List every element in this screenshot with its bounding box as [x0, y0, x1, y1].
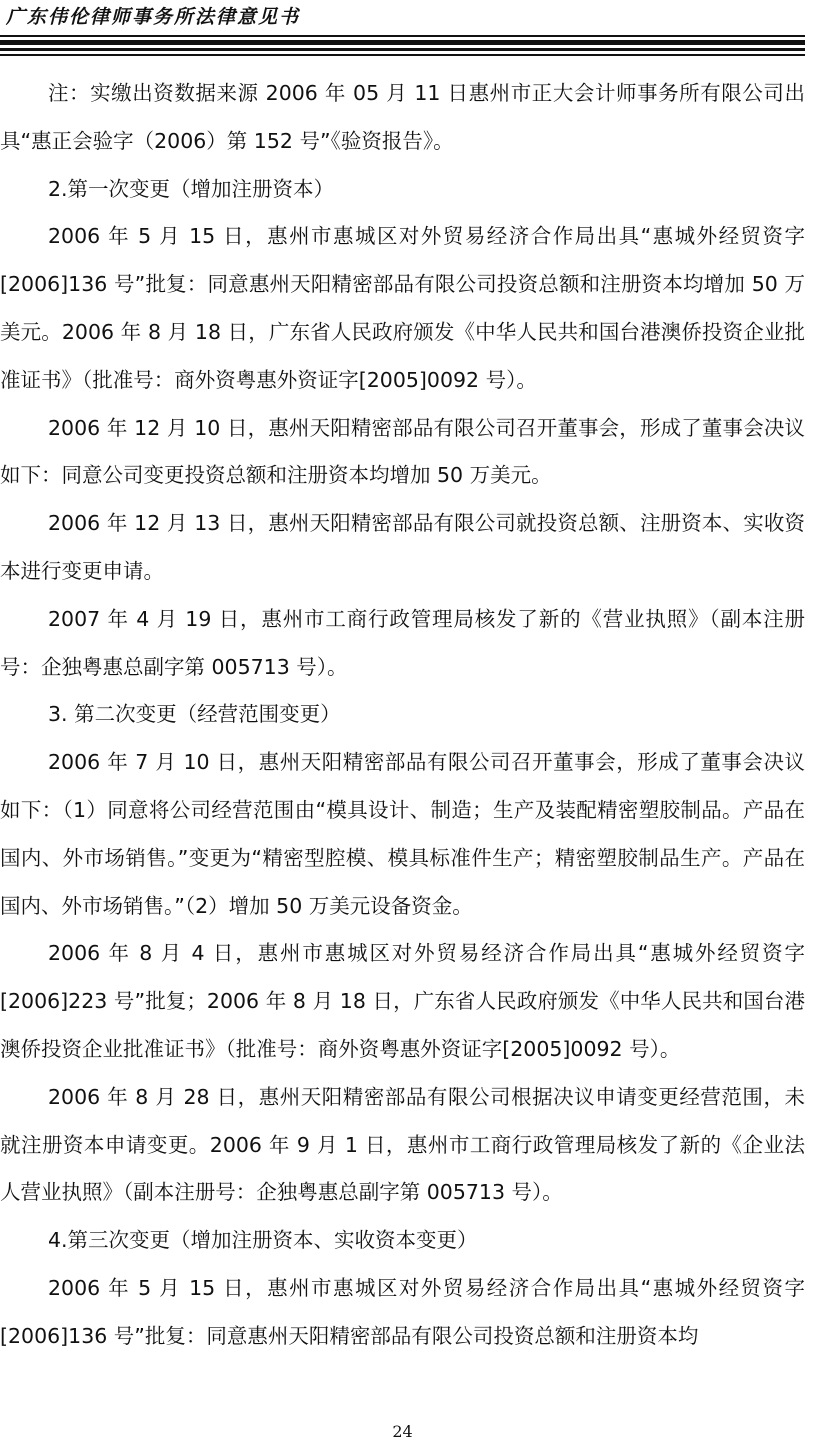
paragraph: 2006 年 5 月 15 日，惠州市惠城区对外贸易经济合作局出具“惠城外经贸资字[2006]136 号”批复：同意惠州天阳精密部品有限公司投资总额和注册资本均增加 50 万美元。2006 年 8 月 18 日，广东省人民政府颁发《中华人民共和国台港澳侨投资企业批准证书》（批准号：商外资粤惠外资证字[2005]0092 号）。 [0, 224, 805, 392]
header-rule [0, 48, 805, 51]
section-heading-first-change: 2.第一次变更（增加注册资本） [48, 176, 335, 201]
paragraph: 2006 年 8 月 28 日，惠州天阳精密部品有限公司根据决议申请变更经营范围，未就注册资本申请变更。2006 年 9 月 1 日，惠州市工商行政管理局核发了新的《企业法人营业执照》（副本注册号：企独粤惠总副字第 005713 号）。 [0, 1084, 805, 1205]
header-title: 广东伟伦律师事务所法律意见书 [6, 6, 301, 28]
page-number: 24 [392, 1422, 413, 1441]
section-heading-third-change: 4.第三次变更（增加注册资本、实收资本变更） [48, 1228, 478, 1253]
page-header [0, 0, 838, 62]
document-body [0, 70, 805, 1361]
paragraph: 2006 年 5 月 15 日，惠州市惠城区对外贸易经济合作局出具“惠城外经贸资字[2006]136 号”批复：同意惠州天阳精密部品有限公司投资总额和注册资本均 [0, 1275, 805, 1348]
paragraph: 2006 年 8 月 4 日，惠州市惠城区对外贸易经济合作局出具“惠城外经贸资字[2006]223 号”批复；2006 年 8 月 18 日，广东省人民政府颁发《中华人民共和国台港澳侨投资企业批准证书》（批准号：商外资粤惠外资证字[2005]0092 号）。 [0, 941, 805, 1061]
paragraph: 2006 年 12 月 13 日，惠州天阳精密部品有限公司就投资总额、注册资本、实收资本进行变更申请。 [0, 511, 805, 583]
paragraph: 2007 年 4 月 19 日，惠州市工商行政管理局核发了新的《营业执照》（副本注册号：企独粤惠总副字第 005713 号）。 [0, 606, 805, 679]
paragraph: 2006 年 7 月 10 日，惠州天阳精密部品有限公司召开董事会，形成了董事会决议如下：（1）同意将公司经营范围由“模具设计、制造；生产及装配精密塑胶制品。产品在国内、外市场销售。”变更为“精密型腔模、模具标准件生产；精密塑胶制品生产。产品在国内、外市场销售。”（2）增加 50 万美元设备资金。 [0, 750, 805, 918]
header-rule [0, 35, 805, 37]
section-heading-second-change: 3. 第二次变更（经营范围变更） [48, 702, 341, 727]
header-rule [0, 54, 805, 56]
paragraph: 2006 年 12 月 10 日，惠州天阳精密部品有限公司召开董事会，形成了董事会决议如下：同意公司变更投资总额和注册资本均增加 50 万美元。 [0, 415, 805, 488]
header-rule [0, 40, 805, 45]
paragraph-note: 注：实缴出资数据来源 2006 年 05 月 11 日惠州市正大会计师事务所有限公司出具“惠正会验字（2006）第 152 号”《验资报告》。 [0, 81, 805, 153]
